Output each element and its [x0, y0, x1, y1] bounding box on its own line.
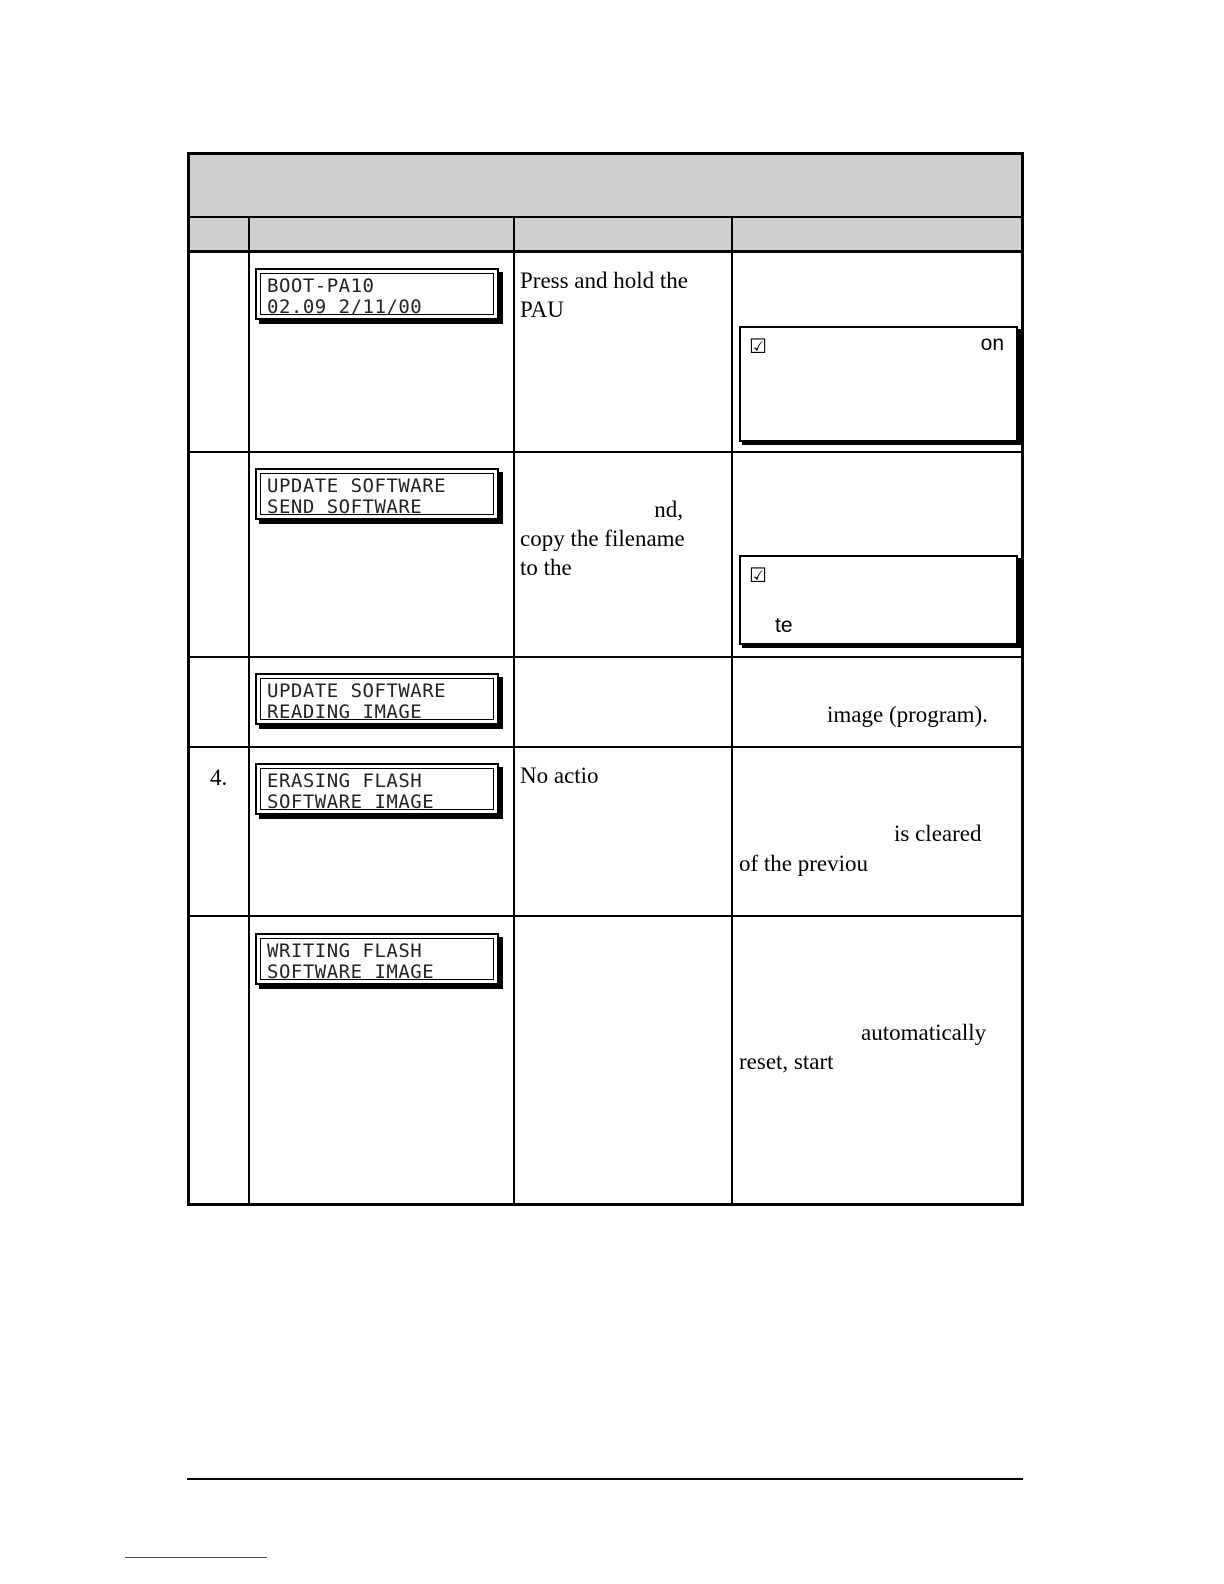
note-box — [739, 555, 1018, 645]
result-text: of the previou — [739, 851, 869, 876]
action-text: nd, — [654, 497, 683, 522]
action-text: Press and hold the PAU — [520, 268, 689, 322]
column-divider — [731, 218, 733, 1203]
row-divider — [190, 746, 1021, 748]
procedure-table — [187, 152, 1024, 1206]
lcd-display — [255, 763, 499, 815]
checkbox-icon: ☑ — [749, 334, 767, 358]
table-title-band — [190, 155, 1021, 218]
action-text: No actio — [520, 763, 599, 788]
lcd-text: UPDATE SOFTWARE SEND SOFTWARE — [260, 473, 494, 515]
result-text: is cleared — [894, 821, 982, 846]
row-divider — [190, 656, 1021, 658]
row-divider — [190, 451, 1021, 453]
checkbox-icon: ☑ — [749, 563, 767, 587]
lcd-text: UPDATE SOFTWARE READING IMAGE — [260, 678, 494, 720]
step-number: 4. — [210, 765, 228, 790]
row-divider — [190, 915, 1021, 917]
lcd-display — [255, 468, 499, 520]
result-text: reset, start — [739, 1049, 834, 1074]
lcd-text: WRITING FLASH SOFTWARE IMAGE — [260, 938, 494, 980]
table-header-row — [190, 218, 1021, 253]
note-text: te — [775, 614, 793, 637]
lcd-text: BOOT-PA10 02.09 2/11/00 — [260, 273, 494, 315]
lcd-display — [255, 933, 499, 985]
result-text: automatically — [861, 1020, 987, 1045]
lcd-display — [255, 268, 499, 320]
result-text: image (program). — [827, 702, 988, 727]
column-divider — [513, 218, 515, 1203]
action-text: copy the filename to the — [520, 526, 685, 580]
note-box — [739, 326, 1018, 442]
lcd-display — [255, 673, 499, 725]
footer-link-underline[interactable] — [125, 1557, 267, 1558]
column-divider — [248, 218, 250, 1203]
note-text: on — [980, 332, 1004, 355]
lcd-text: ERASING FLASH SOFTWARE IMAGE — [260, 768, 494, 810]
footer-rule — [187, 1478, 1023, 1480]
